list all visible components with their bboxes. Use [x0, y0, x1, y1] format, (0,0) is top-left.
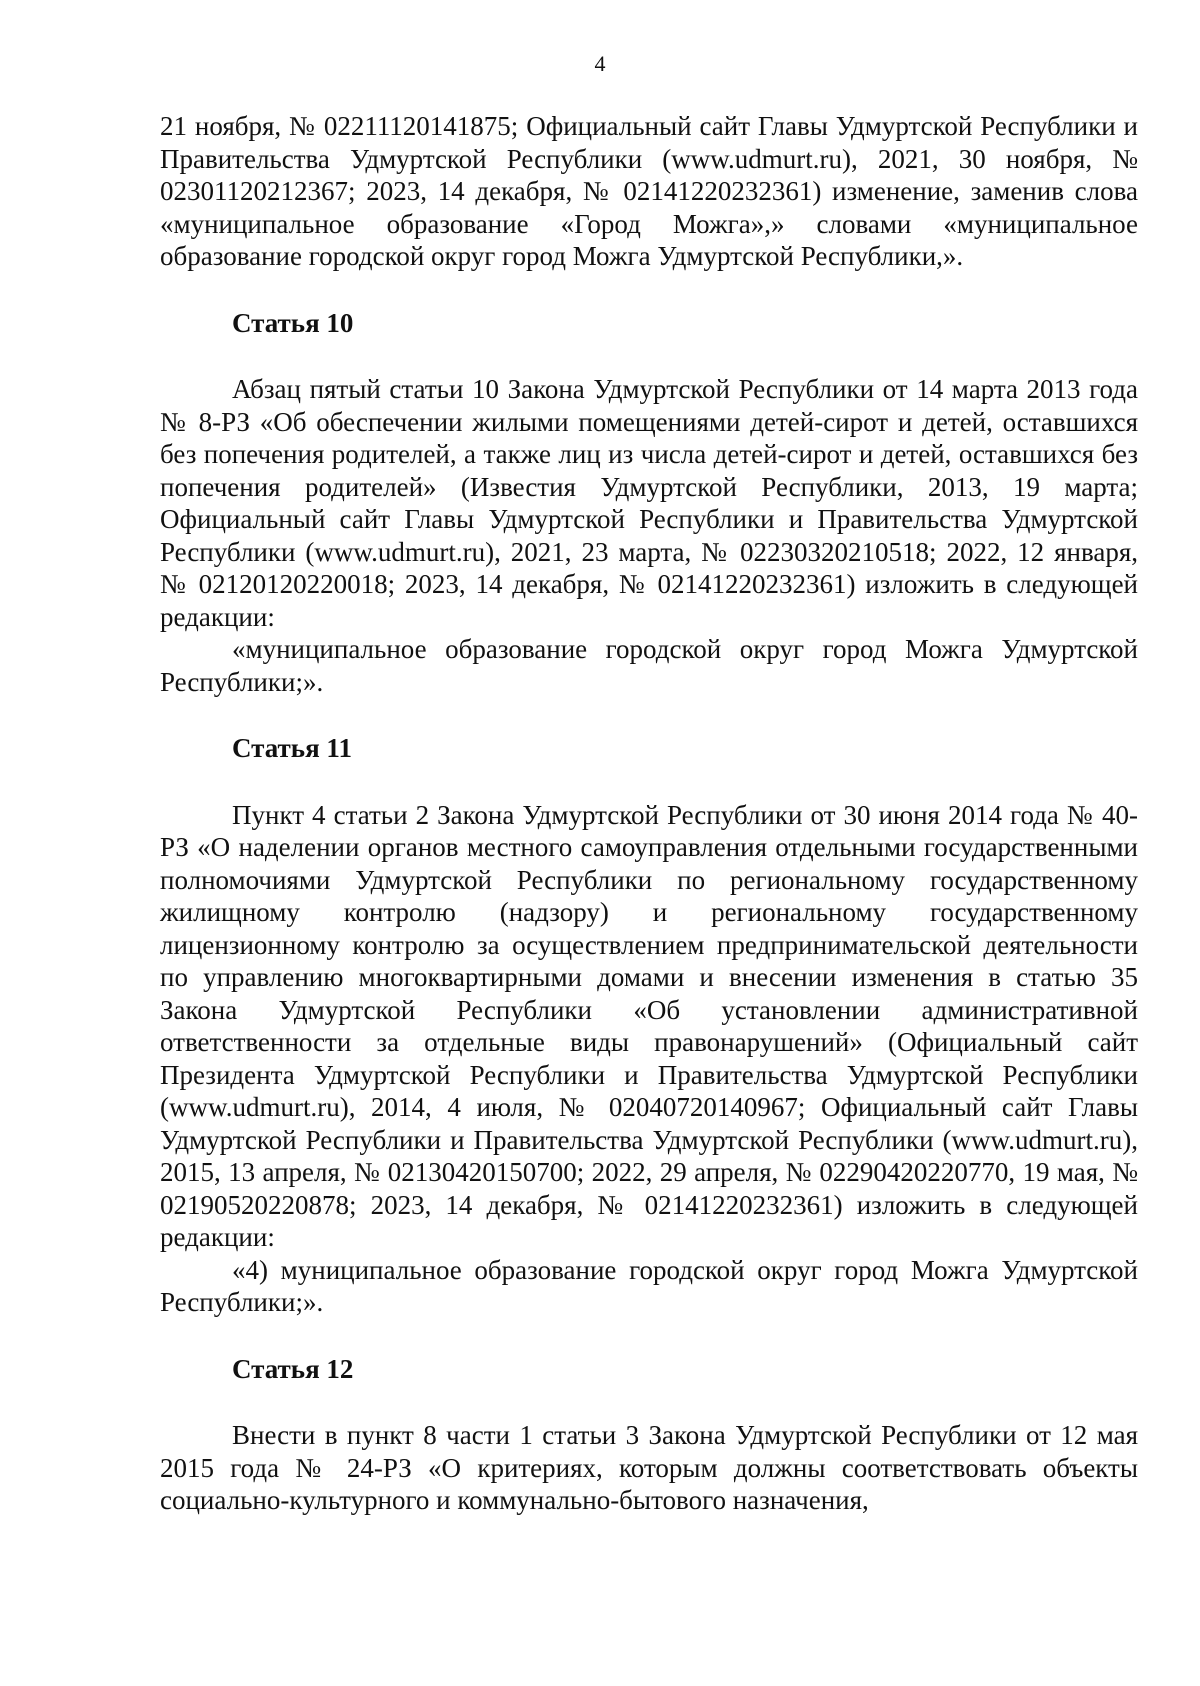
document-body	[160, 110, 1138, 1517]
article-10-paragraph: Абзац пятый статьи 10 Закона Удмуртской Республики от 14 марта 2013 года № 8-РЗ «Об обеспечении жилыми помещениями детей-сирот и детей, оставшихся без попечения родителей, а также лиц из числа детей-сирот и детей, оставшихся без попечения родителей» (Известия Удмуртской Республики, 2013, 19 марта; Официальный сайт Главы Удмуртской Республики и Правительства Удмуртской Республики (www.udmurt.ru), 2021, 23 марта, № 02230320210518; 2022, 12 января, № 02120120220018; 2023, 14 декабря, № 02141220232361) изложить в следующей редакции:	[160, 374, 1138, 632]
article-11-quote: «4) муниципальное образование городской округ город Можга Удмуртской Республики;».	[160, 1254, 1138, 1317]
article-12-paragraph: Внести в пункт 8 части 1 статьи 3 Закона Удмуртской Республики от 12 мая 2015 года № 24-РЗ «О критериях, которым должны соответствовать объекты социально-культурного и коммунально-бытового назначения,	[160, 1420, 1138, 1515]
article-12-heading: Статья 12	[232, 1353, 354, 1384]
article-11-heading: Статья 11	[232, 733, 352, 763]
page-number: 4	[594, 51, 606, 76]
article-11-paragraph: Пункт 4 статьи 2 Закона Удмуртской Республики от 30 июня 2014 года № 40-РЗ «О наделении органов местного самоуправления отдельными государственными полномочиями Удмуртской Республики по региональному государственному жилищному контролю (надзору) и региональному государственному лицензионному контролю за осуществлением предпринимательской деятельности по управлению многоквартирными домами и внесении изменения в статью 35 Закона Удмуртской Республики «Об установлении административной ответственности за отдельные виды правонарушений» (Официальный сайт Президента Удмуртской Республики и Правительства Удмуртской Республики (www.udmurt.ru), 2014, 4 июля, № 02040720140967; Официальный сайт Главы Удмуртской Республики и Правительства Удмуртской Республики (www.udmurt.ru), 2015, 13 апреля, № 02130420150700; 2022, 29 апреля, № 02290420220770, 19 мая, № 02190520220878; 2023, 14 декабря, № 02141220232361) изложить в следующей редакции:	[160, 799, 1138, 1252]
paragraph-continuation: 21 ноября, № 02211120141875; Официальный сайт Главы Удмуртской Республики и Правительства Удмуртской Республики (www.udmurt.ru), 2021, 30 ноября, № 02301120212367; 2023, 14 декабря, № 02141220232361) изменение, заменив слова «муниципальное образование «Город Можга»,» словами «муниципальное образование городской округ город Можга Удмуртской Республики,».	[160, 111, 1138, 271]
article-10-quote: «муниципальное образование городской округ город Можга Удмуртской Республики;».	[160, 634, 1138, 697]
article-10-heading: Статья 10	[232, 307, 354, 338]
